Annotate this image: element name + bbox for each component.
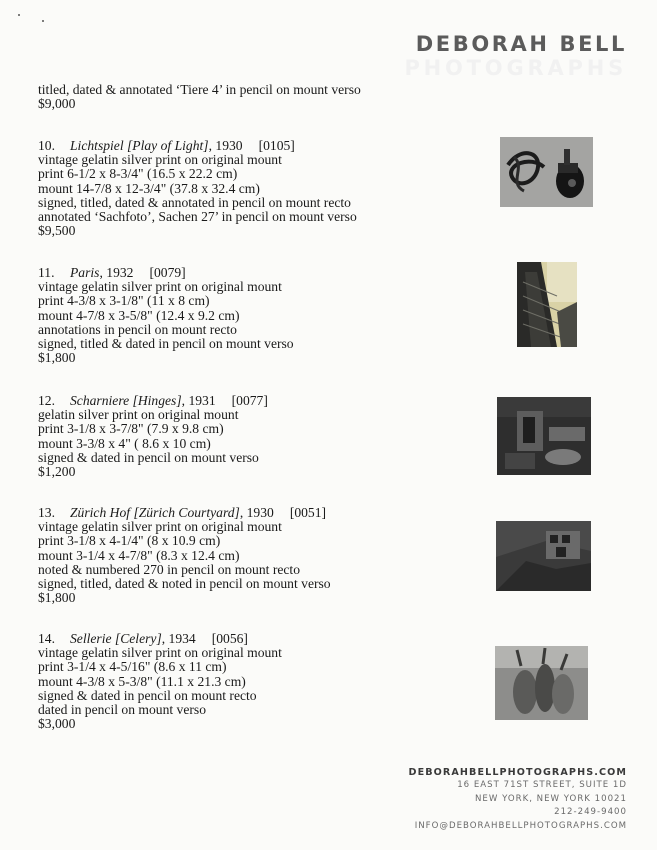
- email-link[interactable]: INFO@DEBORAHBELLPHOTOGRAPHS.COM: [414, 820, 627, 831]
- lot-14: [38, 632, 282, 731]
- lot-heading: [38, 506, 331, 520]
- lot-heading: [38, 266, 294, 280]
- lot-detail: dated in pencil on mount verso: [38, 702, 206, 718]
- lot-year: , 1934: [161, 631, 196, 646]
- lot-detail: vintage gelatin silver print on original mount: [38, 152, 282, 168]
- lot-detail: signed, titled, dated & annotated in pencil on mount recto: [38, 194, 351, 210]
- lot-detail: print 3-1/8 x 4-1/4" (8 x 10.9 cm): [38, 533, 221, 549]
- lot-detail: annotated ‘Sachfoto’, Sachen 27’ in pencil on mount verso: [38, 209, 357, 225]
- lot-year: , 1930: [239, 505, 274, 520]
- lot-13-photo: [496, 521, 591, 591]
- lot-detail: mount 4-3/8 x 5-3/8" (11.1 x 21.3 cm): [38, 673, 246, 689]
- lot-10-photo: [500, 137, 593, 207]
- lot-price: $1,800: [38, 350, 76, 366]
- lot-detail: mount 3-3/8 x 4" ( 8.6 x 10 cm): [38, 435, 211, 451]
- contact-footer: [409, 766, 627, 833]
- lot-detail: print 6-1/2 x 8-3/4" (16.5 x 22.2 cm): [38, 166, 238, 182]
- lot-detail: print 3-1/4 x 4-5/16" (8.6 x 11 cm): [38, 659, 227, 675]
- lot-detail: noted & numbered 270 in pencil on mount recto: [38, 561, 300, 577]
- lot-14-photo: [495, 646, 588, 720]
- brand-name: DEBORAH BELL: [415, 32, 627, 56]
- scan-speck: [42, 20, 44, 22]
- lot-title: Sellerie [Celery]: [70, 631, 162, 646]
- website-link[interactable]: DEBORAHBELLPHOTOGRAPHS.COM: [408, 767, 627, 778]
- lot-title: Scharniere [Hinges]: [70, 393, 182, 408]
- lot-price: $3,000: [38, 716, 76, 732]
- lot-13: [38, 506, 331, 605]
- lot-number: 14.: [38, 631, 55, 646]
- lot-price: $1,800: [38, 590, 76, 606]
- lot-code: [0077]: [231, 393, 268, 408]
- lot-price: $1,200: [38, 464, 76, 480]
- lot-detail: mount 4-7/8 x 3-5/8" (12.4 x 9.2 cm): [38, 307, 240, 323]
- lot-detail: vintage gelatin silver print on original mount: [38, 645, 282, 661]
- lot-detail: print 3-1/8 x 3-7/8" (7.9 x 9.8 cm): [38, 421, 224, 437]
- lot-year: , 1932: [99, 265, 134, 280]
- lot-detail: mount 3-1/4 x 4-7/8" (8.3 x 12.4 cm): [38, 547, 240, 563]
- continued-entry: [38, 83, 361, 111]
- lot-10: [38, 139, 357, 238]
- lot-year: , 1930: [208, 138, 243, 153]
- lot-detail: vintage gelatin silver print on original mount: [38, 519, 282, 535]
- continued-price: $9,000: [38, 96, 76, 112]
- lot-title: Paris: [70, 265, 100, 280]
- lot-12: [38, 394, 268, 479]
- lot-code: [0056]: [211, 631, 248, 646]
- lot-title: Zürich Hof [Zürich Courtyard]: [70, 505, 240, 520]
- lot-heading: [38, 139, 357, 153]
- scan-speck: [18, 14, 20, 16]
- lot-heading: [38, 632, 282, 646]
- lot-detail: vintage gelatin silver print on original mount: [38, 279, 282, 295]
- lot-detail: signed & dated in pencil on mount verso: [38, 449, 259, 465]
- lot-code: [0079]: [149, 265, 186, 280]
- lot-11: [38, 266, 294, 365]
- address-line: 16 EAST 71ST STREET, SUITE 1D: [457, 780, 627, 791]
- lot-number: 11.: [38, 265, 55, 280]
- lot-heading: [38, 394, 268, 408]
- lot-12-photo: [497, 397, 591, 475]
- lot-detail: mount 14-7/8 x 12-3/4" (37.8 x 32.4 cm): [38, 180, 260, 196]
- continued-line: titled, dated & annotated ‘Tiere 4’ in pencil on mount verso: [38, 82, 361, 97]
- lot-detail: annotations in pencil on mount recto: [38, 321, 237, 337]
- lot-number: 13.: [38, 505, 55, 520]
- brand-header: [404, 32, 627, 80]
- lot-detail: signed & dated in pencil on mount recto: [38, 687, 257, 703]
- lot-detail: print 4-3/8 x 3-1/8" (11 x 8 cm): [38, 293, 210, 309]
- lot-price: $9,500: [38, 223, 76, 239]
- lot-detail: signed, titled, dated & noted in pencil on mount verso: [38, 576, 331, 592]
- lot-detail: signed, titled & dated in pencil on mount verso: [38, 336, 294, 352]
- lot-title: Lichtspiel [Play of Light]: [70, 138, 209, 153]
- lot-11-photo: [517, 262, 577, 347]
- lot-number: 12.: [38, 393, 55, 408]
- brand-subtitle: PHOTOGRAPHS: [404, 56, 627, 80]
- lot-code: [0051]: [289, 505, 327, 520]
- lot-year: , 1931: [181, 393, 216, 408]
- lot-number: 10.: [38, 138, 55, 153]
- lot-detail: gelatin silver print on original mount: [38, 407, 239, 423]
- phone-number: 212-249-9400: [554, 807, 627, 818]
- address-line: NEW YORK, NEW YORK 10021: [474, 793, 627, 804]
- lot-code: [0105]: [258, 138, 295, 153]
